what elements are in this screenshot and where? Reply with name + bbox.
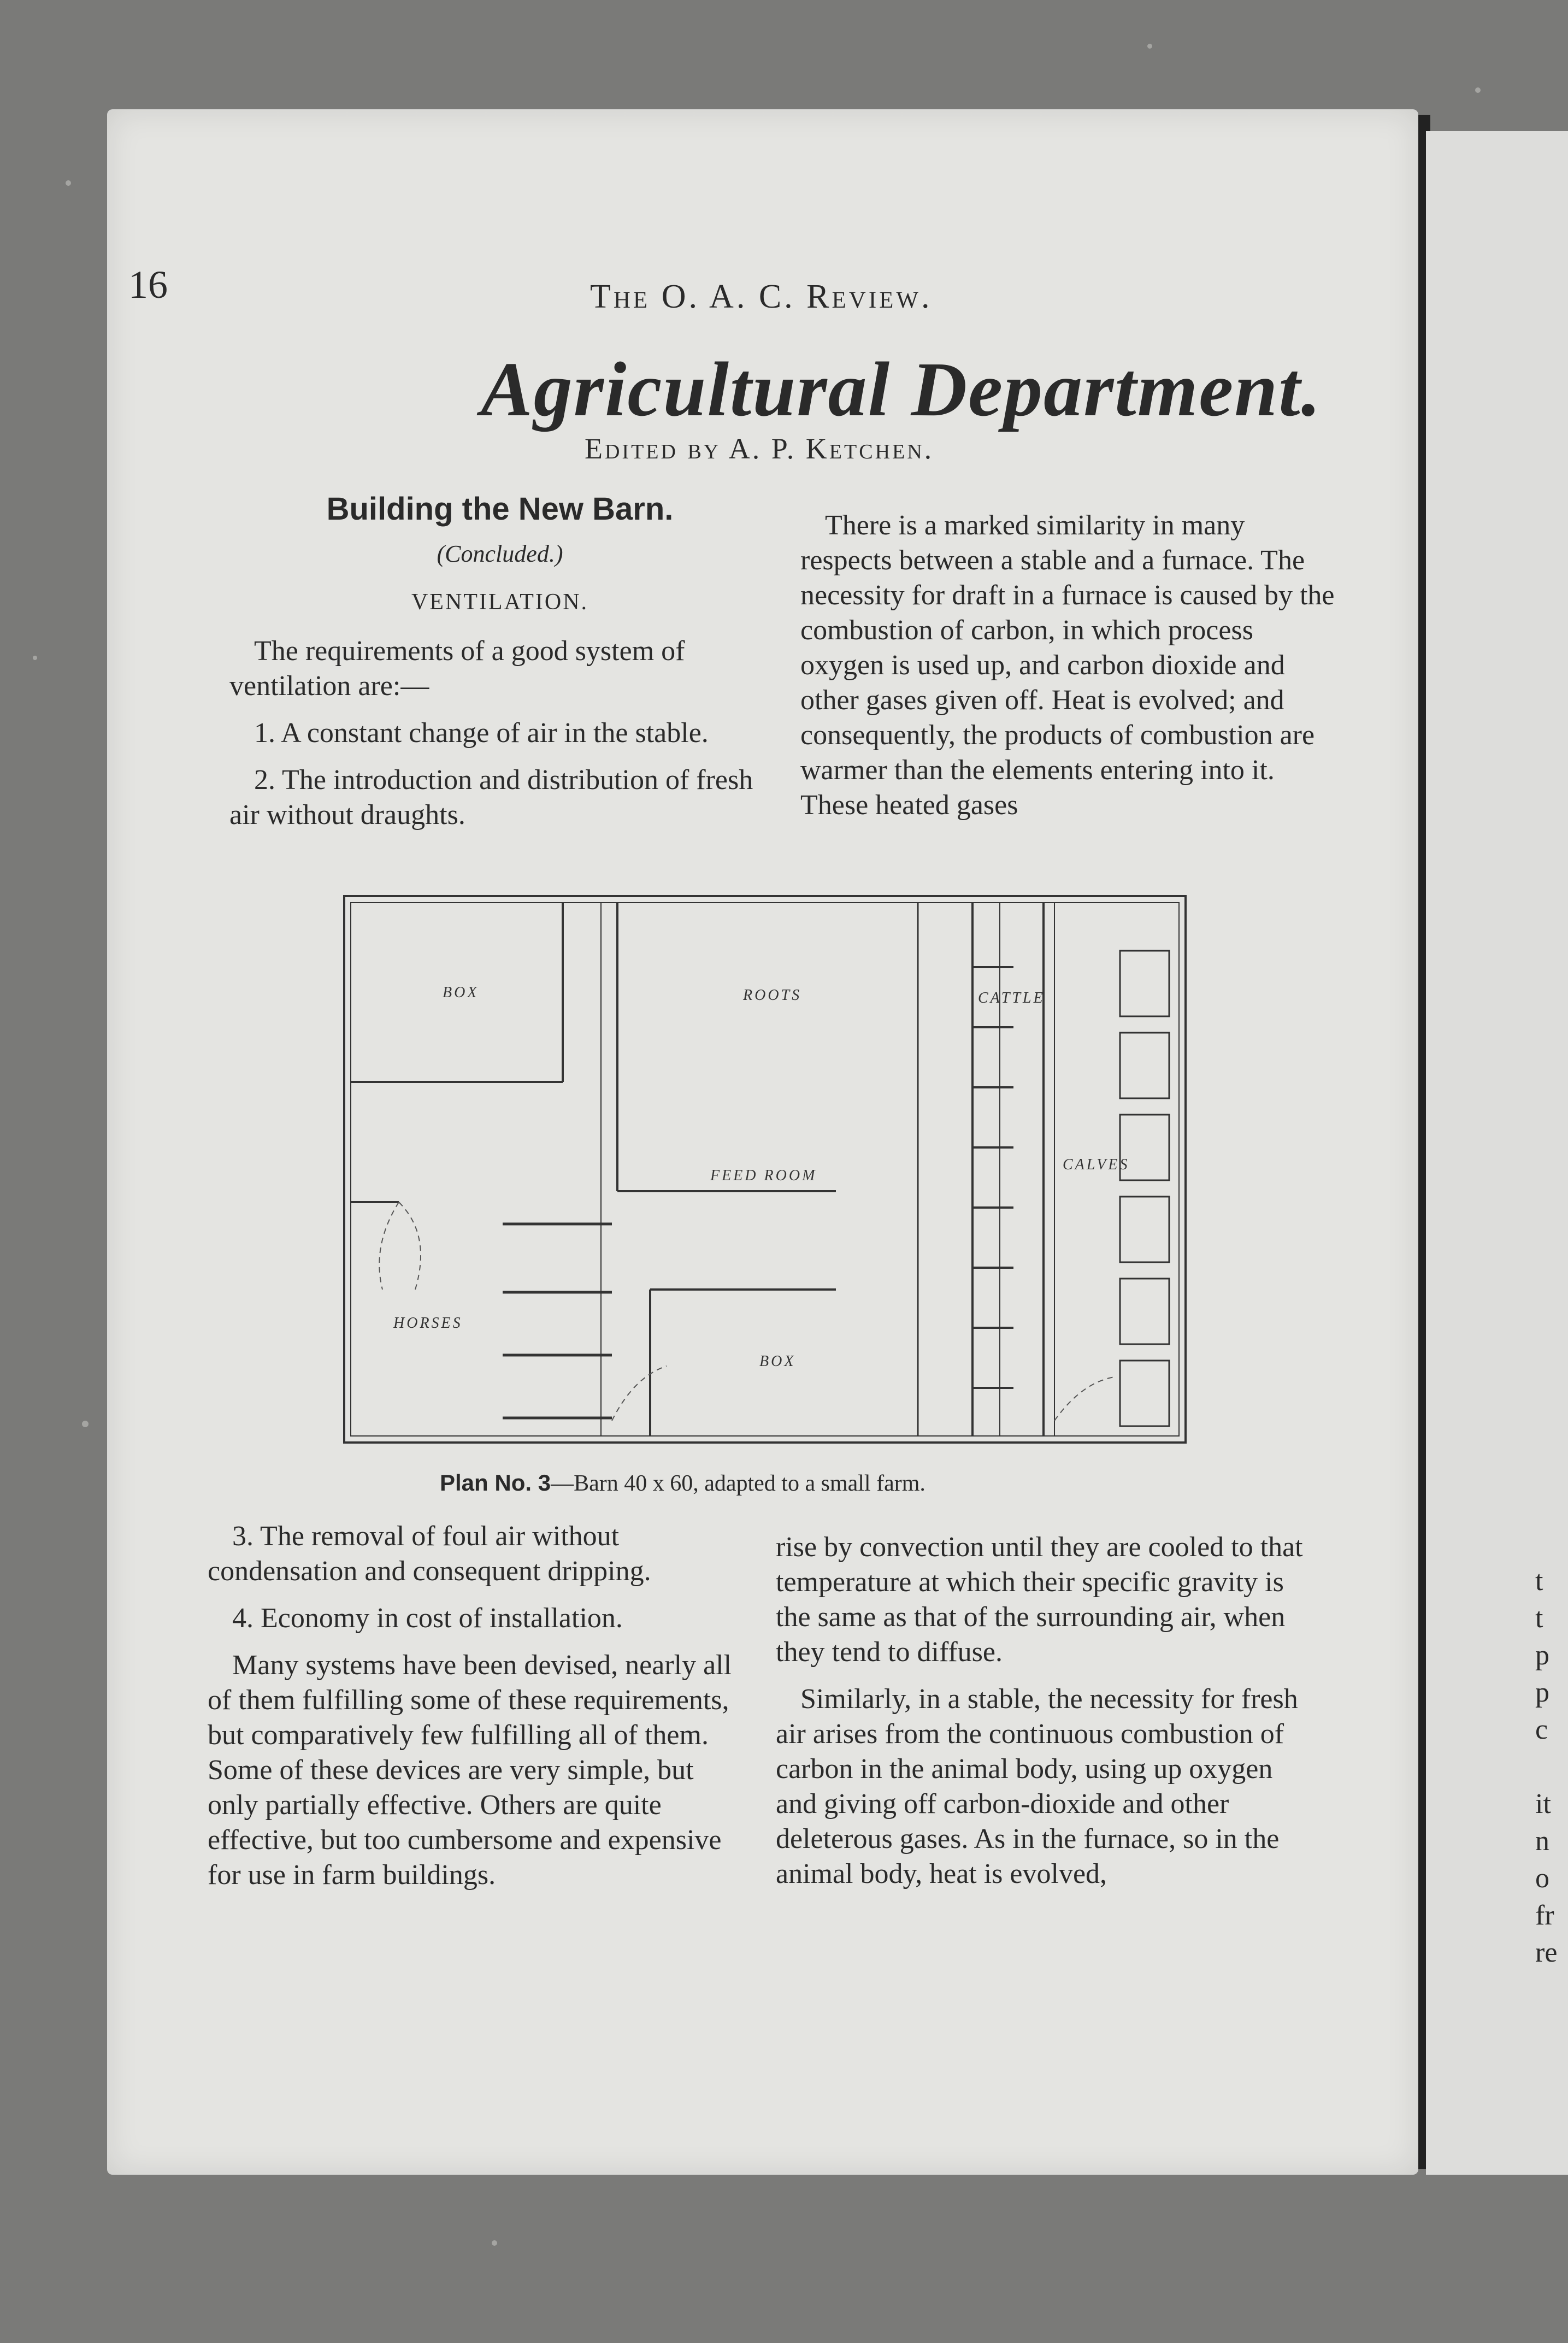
dust-speck	[33, 656, 37, 660]
fragment: it	[1535, 1788, 1551, 1820]
fragment-gap	[1535, 1749, 1557, 1786]
section-subheading: VENTILATION.	[411, 590, 589, 615]
running-title: The O. A. C. Review.	[590, 278, 933, 315]
plan-label-cattle: CATTLE	[978, 990, 1045, 1006]
article-title: Building the New Barn.	[326, 491, 674, 527]
paragraph: 3. The removal of foul air without condensation and consequent dripping.	[208, 1521, 651, 1587]
caption-text: —Barn 40 x 60, adapted to a small farm.	[551, 1471, 926, 1496]
page-number: 16	[128, 263, 168, 307]
dust-speck	[82, 1421, 89, 1427]
right-column-bottom	[776, 1530, 1317, 1904]
door-swing	[612, 1366, 667, 1421]
editor-line: Edited by A. P. Ketchen.	[585, 432, 934, 465]
dust-speck	[66, 180, 71, 186]
dust-speck	[1147, 44, 1152, 49]
left-column-top	[229, 486, 770, 845]
right-column-top	[800, 508, 1341, 835]
fragment: n	[1535, 1826, 1549, 1857]
plan-label-feed-room: FEED ROOM	[710, 1167, 817, 1184]
figure-caption	[440, 1470, 926, 1497]
fragment: t	[1535, 1565, 1543, 1597]
paragraph: There is a marked similarity in many respects between a stable and a furnace. The necessity for draft in a furnace is caused by the combustion of carbon, in which process oxygen is used up, and carbon dioxide and other gases given off. Heat is evolved; and consequently, the products of combustion are warmer than the elements entering into it. These heated gases	[800, 510, 1335, 821]
paragraph: The requirements of a good system of ventilation are:—	[229, 635, 685, 702]
dust-speck	[492, 2240, 497, 2246]
fragment: fr	[1535, 1900, 1554, 1931]
calf-pen	[1120, 1197, 1169, 1262]
fragment: re	[1535, 1937, 1558, 1968]
calf-pen	[1120, 1279, 1169, 1344]
paragraph: rise by convection until they are cooled to that temperature at which their specific gravity is the same as that of the surrounding air, when they tend to diffuse.	[776, 1532, 1303, 1668]
calf-pen	[1120, 1033, 1169, 1098]
barn-floor-plan	[328, 874, 1213, 1464]
door-swing	[379, 1202, 399, 1290]
fragment: c	[1535, 1714, 1548, 1745]
dust-speck	[1475, 87, 1481, 93]
paragraph: 4. Economy in cost of installation.	[232, 1603, 623, 1634]
plan-label-calves: CALVES	[1063, 1156, 1130, 1173]
fragment: t	[1535, 1603, 1543, 1634]
door-swing	[399, 1202, 421, 1290]
paragraph: 1. A constant change of air in the stable.	[254, 717, 709, 749]
door-swing	[1054, 1377, 1115, 1421]
calf-pen	[1120, 1361, 1169, 1426]
concluded-note: (Concluded.)	[437, 540, 563, 567]
fragment: p	[1535, 1677, 1549, 1708]
caption-label: Plan No. 3	[440, 1470, 551, 1496]
plan-label-box: BOX	[443, 984, 479, 1001]
fragment: o	[1535, 1863, 1549, 1894]
fragment: p	[1535, 1640, 1549, 1671]
department-heading: Agricultural Department.	[481, 346, 1322, 432]
calf-pen	[1120, 951, 1169, 1016]
paragraph: Similarly, in a stable, the necessity for fresh air arises from the continuous combustion of carbon in the animal body, using up oxygen and giving off carbon-dioxide and other deleterous gases. As in the furnace, so in the animal body, heat is evolved,	[776, 1683, 1298, 1889]
adjacent-page-fragments	[1535, 1563, 1557, 1971]
left-column-bottom	[208, 1519, 748, 1905]
plan-label-box-2: BOX	[759, 1353, 796, 1370]
paragraph: 2. The introduction and distribution of fresh air without draughts.	[229, 764, 753, 831]
paragraph: Many systems have been devised, nearly all of them fulfilling some of these requirements, but comparatively few fulfilling all of them. Some of these devices are very simple, but only partially effective. Others are quite effective, but too cumbersome and expensive for use in farm buildings.	[208, 1650, 732, 1891]
plan-label-roots: ROOTS	[743, 987, 802, 1004]
plan-label-horses: HORSES	[393, 1315, 463, 1332]
